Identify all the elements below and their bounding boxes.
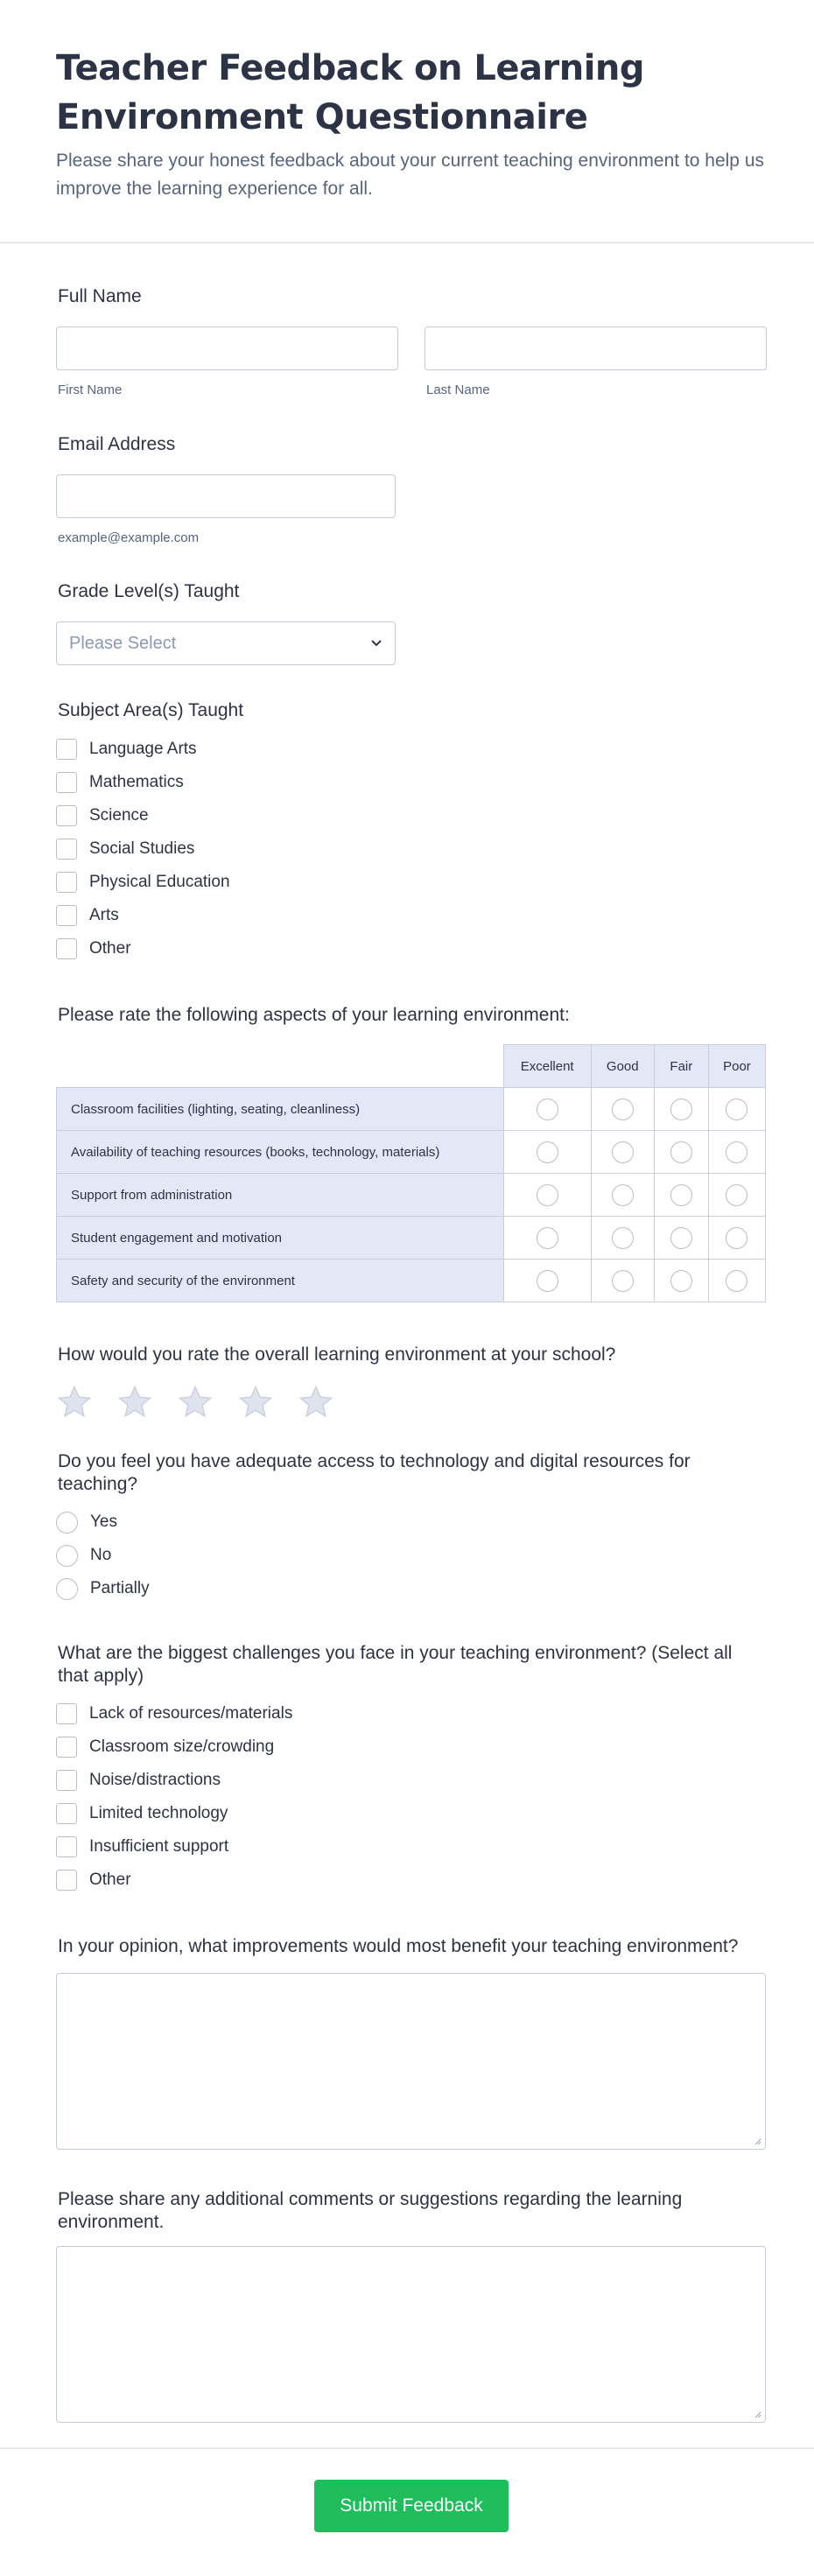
matrix-radio[interactable]	[670, 1141, 692, 1163]
challenges-option-label: Limited technology	[89, 1804, 228, 1822]
subjects-option-label: Arts	[89, 906, 119, 924]
subjects-option[interactable]	[56, 766, 494, 799]
technology-field	[56, 1450, 767, 1605]
challenges-option[interactable]	[56, 1730, 767, 1764]
matrix-cell	[591, 1260, 654, 1302]
matrix-row-label: Classroom facilities (lighting, seating, cleanliness)	[57, 1088, 504, 1131]
matrix-radio[interactable]	[670, 1227, 692, 1249]
subjects-option-label: Mathematics	[89, 773, 184, 791]
submit-button[interactable]: Submit Feedback	[314, 2480, 509, 2532]
matrix-radio[interactable]	[726, 1227, 747, 1249]
matrix-radio[interactable]	[612, 1270, 634, 1292]
resize-handle-icon[interactable]	[753, 2137, 761, 2145]
checkbox[interactable]	[56, 772, 77, 793]
form-title: Teacher Feedback on Learning Environment Questionnaire	[56, 48, 645, 137]
subjects-field	[56, 699, 494, 965]
subjects-option-label: Other	[89, 939, 131, 958]
checkbox[interactable]	[56, 938, 77, 959]
challenges-option[interactable]	[56, 1797, 767, 1830]
matrix-cell	[708, 1088, 765, 1131]
matrix-cell	[503, 1131, 591, 1174]
technology-option-label: No	[90, 1546, 112, 1564]
subjects-option[interactable]	[56, 899, 494, 932]
checkbox[interactable]	[56, 805, 77, 826]
resize-handle-icon[interactable]	[753, 2410, 761, 2418]
radio-button[interactable]	[56, 1512, 78, 1534]
overall-rating-label: How would you rate the overall learning environment at your school?	[58, 1344, 616, 1365]
matrix-cell	[708, 1217, 765, 1260]
comments-field	[56, 2188, 767, 2423]
challenges-field	[56, 1642, 767, 1897]
challenges-option-label: Lack of resources/materials	[89, 1704, 293, 1723]
matrix-radio[interactable]	[537, 1184, 558, 1206]
matrix-field	[56, 1004, 767, 1302]
matrix-cell	[503, 1088, 591, 1131]
challenges-label: What are the biggest challenges you face in your teaching environment? (Select all that apply)	[58, 1643, 733, 1686]
subjects-options	[56, 733, 494, 965]
grade-select[interactable]	[56, 621, 396, 665]
comments-label: Please share any additional comments or suggestions regarding the learning environment.	[58, 2189, 683, 2232]
matrix-radio[interactable]	[670, 1184, 692, 1206]
subjects-option[interactable]	[56, 799, 494, 832]
checkbox[interactable]	[56, 1737, 77, 1758]
matrix-column-header: Excellent	[503, 1045, 591, 1088]
subjects-option-label: Social Studies	[89, 839, 195, 858]
form-footer	[0, 2447, 814, 2576]
subjects-option-label: Language Arts	[89, 740, 197, 758]
full-name-label: Full Name	[58, 286, 142, 306]
matrix-corner	[57, 1045, 504, 1088]
subjects-option-label: Science	[89, 806, 149, 825]
grade-select-value: Please Select	[69, 633, 177, 653]
checkbox[interactable]	[56, 872, 77, 893]
first-name-sublabel: First Name	[58, 383, 123, 397]
matrix-row-label: Support from administration	[57, 1174, 504, 1217]
matrix-radio[interactable]	[612, 1098, 634, 1120]
subjects-option[interactable]	[56, 832, 494, 866]
email-field	[56, 433, 398, 545]
form-header	[0, 0, 814, 243]
subjects-option-label: Physical Education	[89, 873, 230, 891]
matrix-column-header: Poor	[708, 1045, 765, 1088]
star-icon[interactable]	[237, 1384, 274, 1421]
matrix-radio[interactable]	[537, 1141, 558, 1163]
star-icon[interactable]	[56, 1384, 93, 1421]
matrix-cell	[503, 1217, 591, 1260]
technology-label: Do you feel you have adequate access to technology and digital resources for teaching?	[58, 1451, 691, 1494]
technology-option[interactable]	[56, 1572, 767, 1605]
challenges-option[interactable]	[56, 1764, 767, 1797]
matrix-row	[57, 1131, 766, 1174]
matrix-radio[interactable]	[612, 1227, 634, 1249]
matrix-cell	[708, 1260, 765, 1302]
radio-button[interactable]	[56, 1578, 78, 1600]
matrix-row-label: Availability of teaching resources (books, technology, materials)	[57, 1131, 504, 1174]
checkbox[interactable]	[56, 739, 77, 760]
checkbox[interactable]	[56, 1836, 77, 1857]
checkbox[interactable]	[56, 1703, 77, 1724]
matrix-radio[interactable]	[726, 1098, 747, 1120]
comments-textarea[interactable]	[56, 2246, 766, 2423]
matrix-row-label: Safety and security of the environment	[57, 1260, 504, 1302]
subjects-option[interactable]	[56, 932, 494, 965]
star-icon[interactable]	[177, 1384, 214, 1421]
full-name-field	[56, 285, 767, 397]
technology-options	[56, 1506, 767, 1605]
checkbox[interactable]	[56, 1870, 77, 1891]
challenges-option-label: Noise/distractions	[89, 1771, 221, 1789]
star-icon[interactable]	[116, 1384, 153, 1421]
subjects-label: Subject Area(s) Taught	[58, 700, 244, 720]
matrix-cell	[503, 1174, 591, 1217]
technology-option[interactable]	[56, 1539, 767, 1572]
star-icon[interactable]	[298, 1384, 334, 1421]
chevron-down-icon	[370, 639, 382, 648]
challenges-option-label: Insufficient support	[89, 1837, 229, 1856]
matrix-column-header: Good	[591, 1045, 654, 1088]
email-label: Email Address	[58, 434, 176, 454]
matrix-cell	[708, 1174, 765, 1217]
overall-rating-field	[56, 1344, 767, 1421]
challenges-option[interactable]	[56, 1830, 767, 1864]
subjects-option[interactable]	[56, 733, 494, 766]
improvements-field	[56, 1935, 767, 2150]
matrix-cell	[654, 1131, 708, 1174]
matrix-table	[56, 1044, 766, 1302]
matrix-cell	[591, 1174, 654, 1217]
matrix-row-label: Student engagement and motivation	[57, 1217, 504, 1260]
matrix-row	[57, 1088, 766, 1131]
matrix-row	[57, 1217, 766, 1260]
matrix-cell	[654, 1217, 708, 1260]
matrix-radio[interactable]	[670, 1098, 692, 1120]
matrix-radio[interactable]	[612, 1141, 634, 1163]
checkbox[interactable]	[56, 839, 77, 860]
matrix-radio[interactable]	[726, 1270, 747, 1292]
matrix-cell	[591, 1131, 654, 1174]
matrix-radio[interactable]	[537, 1098, 558, 1120]
challenges-option-label: Classroom size/crowding	[89, 1737, 275, 1756]
matrix-cell	[503, 1260, 591, 1302]
star-rating	[56, 1384, 767, 1421]
challenges-option[interactable]	[56, 1697, 767, 1730]
technology-option-label: Partially	[90, 1579, 150, 1597]
email-sublabel: example@example.com	[58, 530, 200, 545]
radio-button[interactable]	[56, 1545, 78, 1567]
matrix-radio[interactable]	[726, 1141, 747, 1163]
checkbox[interactable]	[56, 1770, 77, 1791]
email-input[interactable]	[56, 474, 396, 518]
matrix-radio[interactable]	[726, 1184, 747, 1206]
matrix-radio[interactable]	[612, 1184, 634, 1206]
matrix-cell	[708, 1131, 765, 1174]
technology-option[interactable]	[56, 1506, 767, 1539]
matrix-row	[57, 1260, 766, 1302]
matrix-cell	[654, 1088, 708, 1131]
last-name-input[interactable]	[425, 326, 767, 370]
challenges-options	[56, 1697, 767, 1897]
checkbox[interactable]	[56, 1803, 77, 1824]
challenges-option-label: Other	[89, 1871, 131, 1889]
first-name-input[interactable]	[56, 326, 398, 370]
form-description: Please share your honest feedback about your current teaching environment to help us improve the learning experience for all.	[56, 151, 765, 199]
matrix-radio[interactable]	[537, 1227, 558, 1249]
technology-option-label: Yes	[90, 1513, 117, 1531]
matrix-row	[57, 1174, 766, 1217]
matrix-cell	[591, 1217, 654, 1260]
matrix-radio[interactable]	[670, 1270, 692, 1292]
matrix-cell	[654, 1174, 708, 1217]
improvements-label: In your opinion, what improvements would most benefit your teaching environment?	[58, 1936, 739, 1956]
grade-field	[56, 580, 398, 665]
improvements-textarea[interactable]	[56, 1973, 766, 2150]
matrix-label: Please rate the following aspects of your learning environment:	[58, 1005, 570, 1025]
matrix-cell	[591, 1088, 654, 1131]
grade-label: Grade Level(s) Taught	[58, 581, 240, 601]
matrix-column-header: Fair	[654, 1045, 708, 1088]
matrix-radio[interactable]	[537, 1270, 558, 1292]
matrix-cell	[654, 1260, 708, 1302]
challenges-option[interactable]	[56, 1864, 767, 1897]
subjects-option[interactable]	[56, 866, 494, 899]
checkbox[interactable]	[56, 905, 77, 926]
last-name-sublabel: Last Name	[426, 383, 490, 397]
